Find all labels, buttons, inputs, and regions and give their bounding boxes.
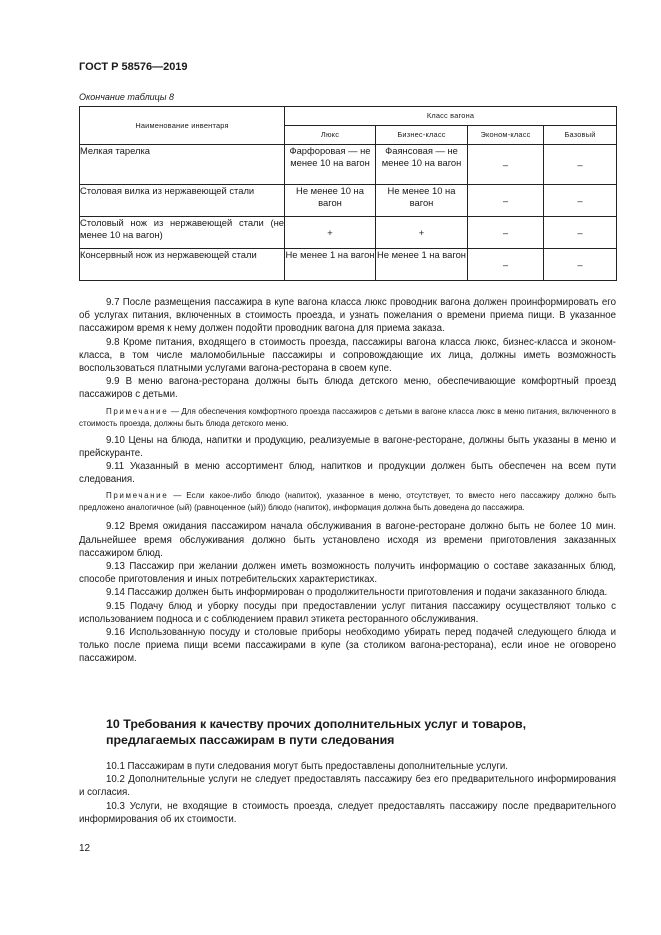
note-label: Примечание	[106, 491, 169, 501]
cell-economy: –	[468, 249, 544, 281]
paragraph-9-8: 9.8 Кроме питания, входящего в стоимость проезда, пассажиры вагона класса люкс, бизнес-класса и эконом-класса, в том числе маломобильные пассажиры и сопровождающие их лица, должны иметь возможность воспользоваться платными услугами вагона-ресторана в своем купе.	[79, 336, 616, 375]
note-text: — Для обеспечения комфортного проезда пассажиров с детьми в вагоне класса люкс в меню питания, включенного в стоимость проезда, должны быть блюда детского меню.	[79, 406, 616, 428]
cell-lux: +	[285, 217, 376, 249]
section-10-title: 10 Требования к качеству прочих дополнительных услуг и товаров, предлагаемых пассажирам в пути следования	[106, 717, 527, 747]
note-2	[79, 490, 616, 514]
note-label: Примечание	[106, 406, 169, 416]
cell-economy: –	[468, 217, 544, 249]
column-header-name: Наименование инвентаря	[80, 107, 285, 145]
cell-business: Не менее 10 на вагон	[376, 185, 468, 217]
table-row	[80, 217, 617, 249]
note-text: — Если какое-либо блюдо (напиток), указанное в меню, отсутствует, то вместо него пассажиру должно быть предложено аналогичное (ый) (равноценное (ый)) блюдо (напиток), информация должна быть доведена до пассажира.	[79, 491, 616, 513]
paragraph-10-1: 10.1 Пассажирам в пути следования могут быть предоставлены дополнительные услуги.	[106, 761, 508, 772]
cell-economy: –	[468, 145, 544, 185]
cell-lux: Не менее 1 на вагон	[285, 249, 376, 281]
cell-lux: Фарфоровая — не менее 10 на вагон	[285, 145, 376, 185]
paragraph-9-14: 9.14 Пассажир должен быть информирован о продолжительности приготовления и подачи заказанного блюда.	[106, 587, 608, 599]
paragraph-9-7: 9.7 После размещения пассажира в купе вагона класса люкс проводник вагона должен проинформировать его об услугах питания, включенных в стоимость проезда, и узнать пожелания о времени приема пищи. В указанное пассажиром время к нему должен подойти проводник вагона для приема заказа.	[79, 297, 616, 335]
section-9-text	[79, 296, 616, 666]
page-number: 12	[79, 843, 91, 854]
paragraph-10-2: 10.2 Дополнительные услуги не следует предоставлять пассажиру без его предварительного информирования и согласия.	[79, 774, 616, 799]
paragraph-9-16: 9.16 Использованную посуду и столовые приборы необходимо убирать перед подачей следующего блюда и только после приема пищи всеми пассажирами в купе (за столиком вагона-ресторана), если иное не оговорено пассажиром.	[79, 627, 616, 665]
paragraph-9-12: 9.12 Время ожидания пассажиром начала обслуживания в вагоне-ресторане должно быть не более 10 мин. Дальнейшее время обслуживания должно быть установлено исходя из времени приготовления заказанных пассажиром блюд.	[79, 521, 616, 559]
document-header: ГОСТ Р 58576—2019	[79, 61, 188, 73]
table-caption: Окончание таблицы 8	[79, 92, 174, 102]
cell-basic: –	[544, 185, 617, 217]
paragraph-9-15: 9.15 Подачу блюд и уборку посуды при предоставлении услуг питания пассажиру осуществляют только с использованием подноса и с соблюдением правил этикета ресторанного обслуживания.	[79, 600, 616, 625]
paragraph-9-11: 9.11 Указанный в меню ассортимент блюд, напитков и продукции должен быть обеспечен на всем пути следования.	[79, 461, 616, 486]
row-name: Мелкая тарелка	[80, 145, 285, 185]
paragraph-9-13: 9.13 Пассажир при желании должен иметь возможность получить информацию о составе заказанных блюд, способе приготовления и иных потребительских характеристиках.	[79, 561, 616, 586]
table-row	[80, 249, 617, 281]
table-row	[80, 145, 617, 185]
column-header-lux: Люкс	[285, 126, 376, 145]
inventory-table	[79, 106, 617, 281]
row-name: Столовая вилка из нержавеющей стали	[80, 185, 285, 217]
cell-basic: –	[544, 249, 617, 281]
column-header-economy: Эконом-класс	[468, 126, 544, 145]
paragraph-9-9: 9.9 В меню вагона-ресторана должны быть блюда детского меню, обеспечивающие комфортный проезд пассажиров с детьми.	[79, 376, 616, 401]
section-10-text	[79, 760, 616, 826]
cell-business: Фаянсовая — не менее 10 на вагон	[376, 145, 468, 185]
cell-basic: –	[544, 217, 617, 249]
column-group-header: Класс вагона	[285, 107, 617, 126]
column-header-basic: Базовый	[544, 126, 617, 145]
paragraph-9-10: 9.10 Цены на блюда, напитки и продукцию, реализуемые в вагоне-ресторане, должны быть указаны в меню и прейскуранте.	[79, 434, 616, 459]
table-row	[80, 185, 617, 217]
cell-business: Не менее 1 на вагон	[376, 249, 468, 281]
cell-economy: –	[468, 185, 544, 217]
note-1	[79, 406, 616, 430]
cell-business: +	[376, 217, 468, 249]
column-header-business: Бизнес-класс	[376, 126, 468, 145]
cell-basic: –	[544, 145, 617, 185]
cell-lux: Не менее 10 на вагон	[285, 185, 376, 217]
row-name: Консервный нож из нержавеющей стали	[80, 249, 285, 281]
paragraph-10-3: 10.3 Услуги, не входящие в стоимость проезда, следует предоставлять пассажиру после предварительного информирования об их стоимости.	[79, 800, 616, 825]
row-name: Столовый нож из нержавеющей стали (не менее 10 на вагон)	[80, 217, 285, 249]
